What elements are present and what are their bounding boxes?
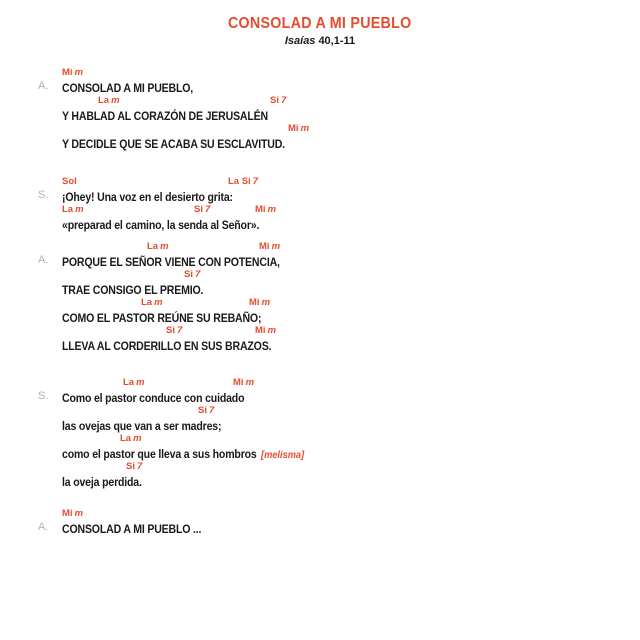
lyric-line bbox=[62, 432, 582, 460]
lyric-row bbox=[62, 309, 582, 324]
lyric-text: como el pastor que lleva a sus hombros bbox=[62, 447, 257, 461]
lyric-line bbox=[62, 507, 582, 535]
lyric-scale bbox=[62, 135, 285, 153]
chord bbox=[126, 461, 142, 472]
chord bbox=[123, 377, 145, 388]
chord-row bbox=[62, 507, 582, 520]
reference-book: Isaías bbox=[284, 35, 316, 47]
chord-suffix: m bbox=[136, 377, 145, 388]
chord-row bbox=[62, 240, 582, 253]
lyric-line bbox=[62, 268, 582, 296]
lyric-line bbox=[62, 203, 582, 231]
chord bbox=[198, 405, 214, 416]
lyric-text: PORQUE EL SEÑOR VIENE CON POTENCIA, bbox=[62, 255, 280, 269]
chord bbox=[270, 95, 286, 106]
chord bbox=[62, 508, 83, 519]
chord bbox=[62, 204, 84, 215]
lyric-text: «preparad el camino, la senda al Señor». bbox=[62, 218, 260, 232]
lyric-line bbox=[62, 175, 582, 203]
chord bbox=[98, 95, 120, 106]
chord bbox=[255, 325, 276, 336]
chord bbox=[259, 241, 280, 252]
chord-root: Si bbox=[194, 204, 203, 215]
chord-root: La bbox=[141, 297, 153, 308]
chord bbox=[255, 204, 276, 215]
lyric-row bbox=[62, 253, 582, 268]
chord-suffix: 7 bbox=[208, 405, 215, 416]
lyric-line bbox=[62, 122, 582, 150]
lyric-row bbox=[62, 79, 582, 94]
chord-suffix: m bbox=[154, 297, 163, 308]
chord bbox=[228, 176, 258, 187]
chord-suffix: m bbox=[133, 433, 142, 444]
lyric-text: LLEVA AL CORDERILLO EN SUS BRAZOS. bbox=[62, 339, 272, 353]
chord bbox=[62, 67, 83, 78]
lyric-text: Y DECIDLE QUE SE ACABA SU ESCLAVITUD. bbox=[62, 137, 285, 151]
chord-row bbox=[62, 376, 582, 389]
lyric-text: CONSOLAD A MI PUEBLO, bbox=[62, 81, 194, 95]
chord bbox=[233, 377, 254, 388]
chord-root: Si bbox=[270, 95, 279, 106]
chord-row bbox=[62, 404, 582, 417]
chord-root: Mi bbox=[233, 377, 244, 388]
chord-root: Mi bbox=[62, 67, 73, 78]
lyric-scale bbox=[62, 337, 271, 355]
stanza-label: A. bbox=[38, 521, 49, 533]
chord-row bbox=[62, 203, 582, 216]
chord-row bbox=[62, 94, 582, 107]
lyric-line bbox=[62, 240, 582, 268]
melisma-annotation: [melisma] bbox=[261, 449, 305, 461]
lyric-text: ¡Ohey! Una voz en el desierto grita: bbox=[62, 190, 233, 204]
chord-suffix: m bbox=[245, 377, 255, 388]
stanza-label: S. bbox=[38, 390, 49, 402]
chord bbox=[288, 123, 309, 134]
chord-suffix: m bbox=[75, 204, 84, 215]
chord bbox=[120, 433, 142, 444]
chord-root: La bbox=[62, 204, 74, 215]
chord-row bbox=[62, 324, 582, 337]
chord-suffix: 7 bbox=[194, 269, 201, 280]
lyric-line bbox=[62, 404, 582, 432]
chord-suffix: m bbox=[111, 95, 120, 106]
chord-suffix: 7 bbox=[136, 461, 143, 472]
lyric-row bbox=[62, 281, 582, 296]
page-title bbox=[0, 15, 640, 33]
chord-row bbox=[62, 66, 582, 79]
chord-row bbox=[62, 432, 582, 445]
lyric-row bbox=[62, 520, 582, 535]
lyric-scale bbox=[62, 216, 259, 234]
chord-root: Mi bbox=[255, 325, 266, 336]
chord-root: La Si bbox=[228, 176, 251, 187]
chord-root: La bbox=[120, 433, 132, 444]
chord-root: Si bbox=[198, 405, 207, 416]
chord-suffix: m bbox=[267, 325, 277, 336]
lyric-line bbox=[62, 376, 582, 404]
scripture-reference bbox=[0, 35, 640, 47]
chord bbox=[62, 176, 79, 187]
chord-suffix: m bbox=[267, 204, 277, 215]
stanza-label: A. bbox=[38, 80, 49, 92]
lyric-text: TRAE CONSIGO EL PREMIO. bbox=[62, 283, 204, 297]
lyric-row bbox=[62, 107, 582, 122]
chord-suffix: 7 bbox=[280, 95, 287, 106]
chord-row bbox=[62, 122, 582, 135]
chord-row bbox=[62, 175, 582, 188]
chord-root: La bbox=[147, 241, 159, 252]
lyric-row bbox=[62, 188, 582, 203]
chord-suffix: m bbox=[271, 241, 281, 252]
lyric-text: Y HABLAD AL CORAZÓN DE JERUSALÉN bbox=[62, 109, 268, 123]
stanza bbox=[38, 507, 582, 536]
chord-suffix: m bbox=[74, 508, 84, 519]
chord bbox=[184, 269, 200, 280]
chord-root: Si bbox=[166, 325, 175, 336]
chord-row bbox=[62, 460, 582, 473]
chord-root: Mi bbox=[255, 204, 266, 215]
lyric-line bbox=[62, 460, 582, 488]
lyric-line bbox=[62, 324, 582, 352]
stanza-label: A. bbox=[38, 254, 49, 266]
chord-root: Mi bbox=[259, 241, 270, 252]
lyric-row bbox=[62, 417, 582, 432]
chord-root: Mi bbox=[288, 123, 299, 134]
chord-root: Sol bbox=[62, 176, 77, 187]
chord-root: Si bbox=[184, 269, 193, 280]
stanza-label: S. bbox=[38, 189, 49, 201]
chord-root: Si bbox=[126, 461, 135, 472]
chord-row bbox=[62, 268, 582, 281]
reference-verses: 40,1-11 bbox=[318, 35, 356, 47]
chord-root: Mi bbox=[249, 297, 260, 308]
chord bbox=[194, 204, 210, 215]
stanza bbox=[38, 240, 582, 353]
chord-suffix: 7 bbox=[252, 176, 258, 187]
chord-suffix: 7 bbox=[176, 325, 183, 336]
chord-suffix: 7 bbox=[204, 204, 211, 215]
chord bbox=[141, 297, 163, 308]
lyric-text: la oveja perdida. bbox=[62, 475, 142, 489]
lyric-scale bbox=[62, 473, 142, 491]
lyric-row bbox=[62, 445, 582, 460]
lyric-text: CONSOLAD A MI PUEBLO ... bbox=[62, 522, 202, 536]
chord bbox=[249, 297, 270, 308]
stanza bbox=[38, 66, 582, 151]
lyric-row bbox=[62, 473, 582, 488]
chord bbox=[166, 325, 182, 336]
chord-suffix: m bbox=[74, 67, 84, 78]
song-title: CONSOLAD A MI PUEBLO bbox=[228, 15, 412, 32]
chord-suffix: m bbox=[160, 241, 169, 252]
lyric-text: Como el pastor conduce con cuidado bbox=[62, 391, 245, 405]
lyric-row bbox=[62, 389, 582, 404]
lyric-row bbox=[62, 216, 582, 231]
lyric-text: COMO EL PASTOR REÚNE SU REBAÑO; bbox=[62, 311, 262, 325]
chord-suffix: m bbox=[300, 123, 310, 134]
stanza bbox=[38, 376, 582, 489]
lyric-line bbox=[62, 94, 582, 122]
chord-root: Mi bbox=[62, 508, 73, 519]
chord-row bbox=[62, 296, 582, 309]
lyric-text: las ovejas que van a ser madres; bbox=[62, 419, 222, 433]
lyric-line bbox=[62, 66, 582, 94]
lyric-row bbox=[62, 135, 582, 150]
chord-root: La bbox=[123, 377, 135, 388]
chord-suffix: m bbox=[261, 297, 271, 308]
stanza bbox=[38, 175, 582, 232]
lyric-line bbox=[62, 296, 582, 324]
lyric-row bbox=[62, 337, 582, 352]
chord-root: La bbox=[98, 95, 110, 106]
lyric-scale bbox=[62, 520, 201, 538]
chord bbox=[147, 241, 169, 252]
